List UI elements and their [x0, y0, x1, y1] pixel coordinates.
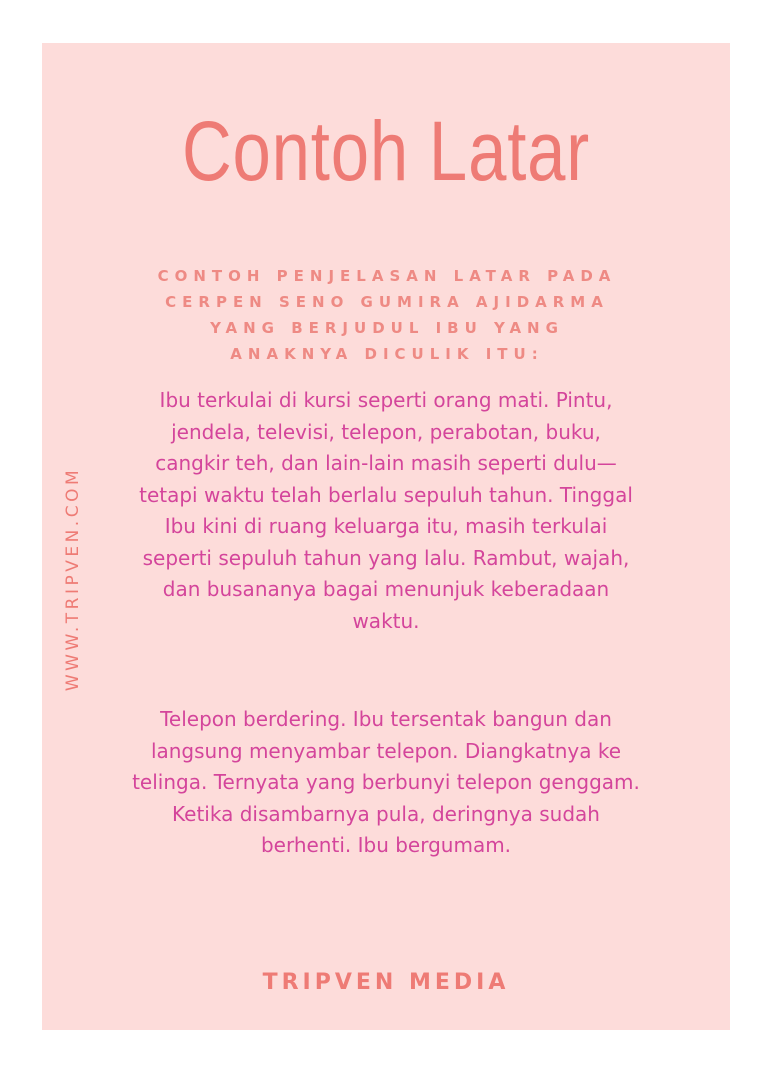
subtitle: CONTOH PENJELASAN LATAR PADA CERPEN SENO GUMIRA AJIDARMA YANG BERJUDUL IBU YANG ANAKNYA DICULIK ITU:	[157, 267, 617, 363]
content-card	[42, 43, 730, 1030]
side-url-text: WWW.TRIPVEN.COM	[63, 466, 83, 692]
paragraph-2: Telepon berdering. Ibu tersentak bangun dan langsung menyambar telepon. Diangkatnya ke telinga. Ternyata yang berbunyi telepon genggam. Ketika disambarnya pula, deringnya sudah berhenti. Ibu bergumam.	[132, 707, 640, 857]
page-title: Contoh Latar	[181, 104, 591, 198]
paragraph-1: Ibu terkulai di kursi seperti orang mati. Pintu, jendela, televisi, telepon, perabotan, buku, cangkir teh, dan lain-lain masih seperti dulu—tetapi waktu telah berlalu sepuluh tahun. Tinggal Ibu kini di ruang keluarga itu, masih terkulai seperti sepuluh tahun yang lalu. Rambut, wajah, dan busananya bagai menunjuk keberadaan waktu.	[139, 388, 633, 633]
footer-brand: TRIPVEN MEDIA	[262, 970, 510, 995]
